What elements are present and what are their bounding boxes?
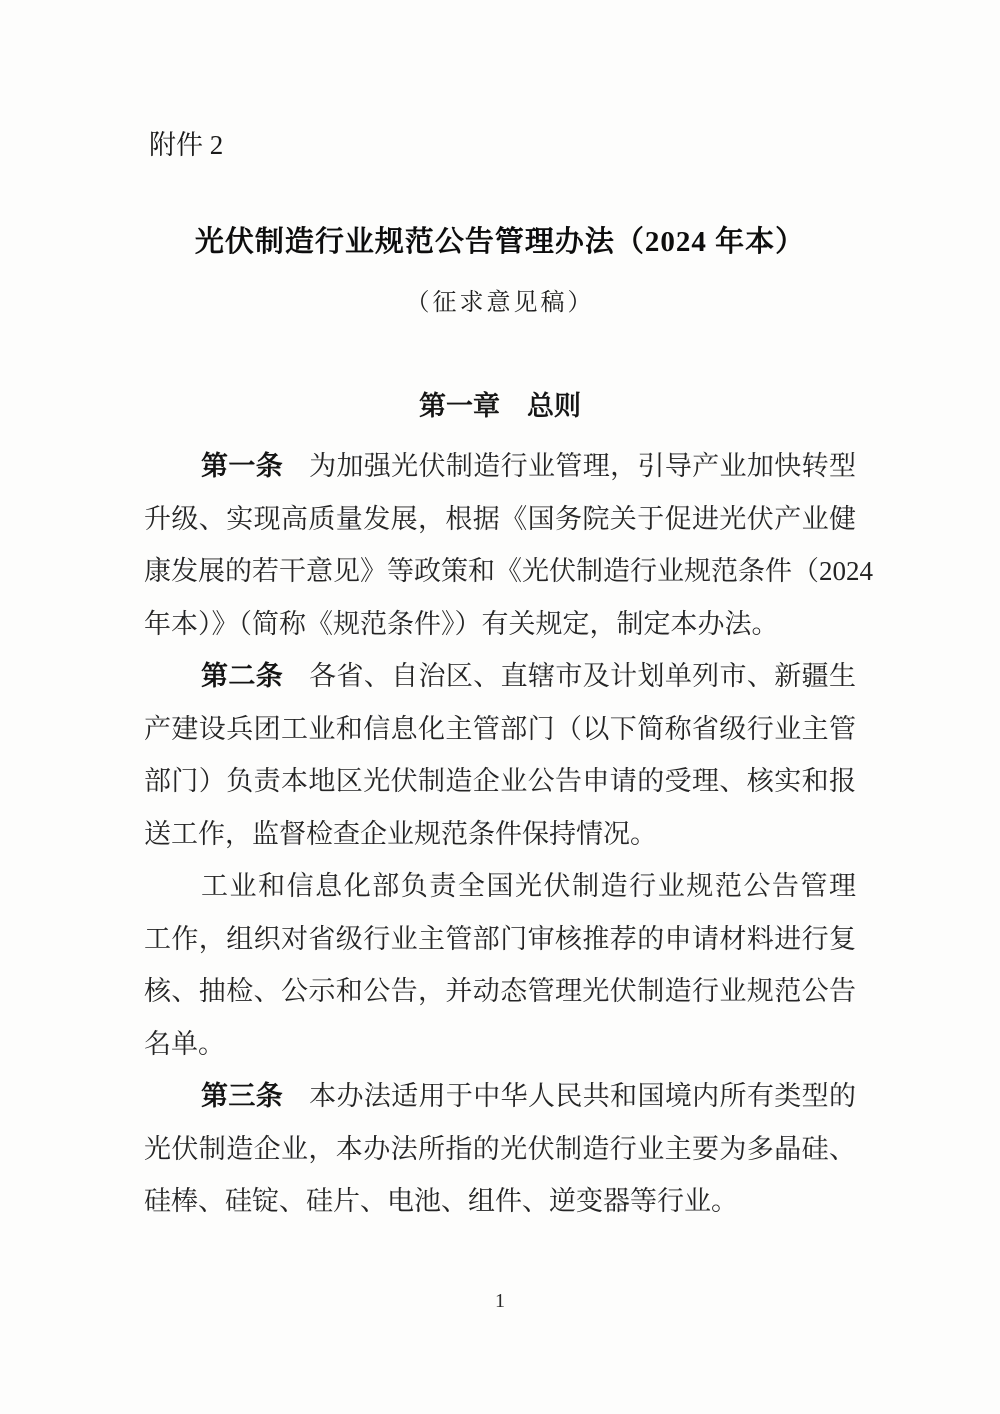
body-text: 送工作，监督检查企业规范条件保持情况。	[144, 818, 657, 849]
body-line	[144, 440, 856, 493]
body-line	[144, 860, 856, 913]
body-line	[144, 493, 856, 546]
body-text: 核、抽检、公示和公告，并动态管理光伏制造行业规范公告	[144, 976, 856, 1006]
body-text: 工作，组织对省级行业主管部门审核推荐的申请材料进行复	[144, 923, 856, 954]
body-line	[144, 1018, 856, 1071]
body-text: 工业和信息化部负责全国光伏制造行业规范公告管理	[201, 871, 856, 901]
body-line	[144, 545, 873, 598]
document-body	[144, 440, 873, 1228]
body-text: 产建设兵团工业和信息化主管部门（以下简称省级行业主管	[144, 713, 856, 744]
chapter-heading: 第一章 总则	[419, 391, 581, 421]
body-line	[144, 965, 856, 1018]
article-number: 第一条	[201, 451, 284, 481]
body-text: 康发展的若干意见》等政策和《光伏制造行业规范条件（2024	[144, 556, 873, 586]
body-text: 各省、自治区、直辖市及计划单列市、新疆生	[309, 661, 857, 691]
body-text: 本办法适用于中华人民共和国境内所有类型的	[309, 1081, 857, 1111]
body-text: 年本）》（简称《规范条件》）有关规定，制定本办法。	[144, 608, 779, 639]
page-number: 1	[495, 1290, 505, 1312]
body-line	[144, 1070, 856, 1123]
body-text: 为加强光伏制造行业管理，引导产业加快转型	[309, 451, 857, 481]
document-title: 光伏制造行业规范公告管理办法（2024 年本）	[194, 226, 806, 258]
body-text: 部门）负责本地区光伏制造企业公告申请的受理、核实和报	[144, 766, 856, 796]
attachment-label: 附件 2	[149, 130, 224, 160]
body-line	[144, 1123, 856, 1176]
article-number: 第三条	[201, 1081, 284, 1111]
body-line	[144, 913, 856, 966]
article-number: 第二条	[201, 661, 284, 691]
body-line	[144, 650, 856, 703]
body-line	[144, 755, 856, 808]
body-text: 升级、实现高质量发展，根据《国务院关于促进光伏产业健	[144, 503, 856, 534]
document-subtitle: （征求意见稿）	[405, 290, 595, 316]
body-line	[144, 703, 856, 756]
body-line	[144, 1175, 856, 1228]
body-text: 光伏制造企业，本办法所指的光伏制造行业主要为多晶硅、	[144, 1133, 856, 1164]
body-text: 硅棒、硅锭、硅片、电池、组件、逆变器等行业。	[144, 1186, 738, 1216]
body-line	[144, 808, 856, 861]
body-line	[144, 598, 856, 651]
body-text: 名单。	[144, 1028, 225, 1059]
